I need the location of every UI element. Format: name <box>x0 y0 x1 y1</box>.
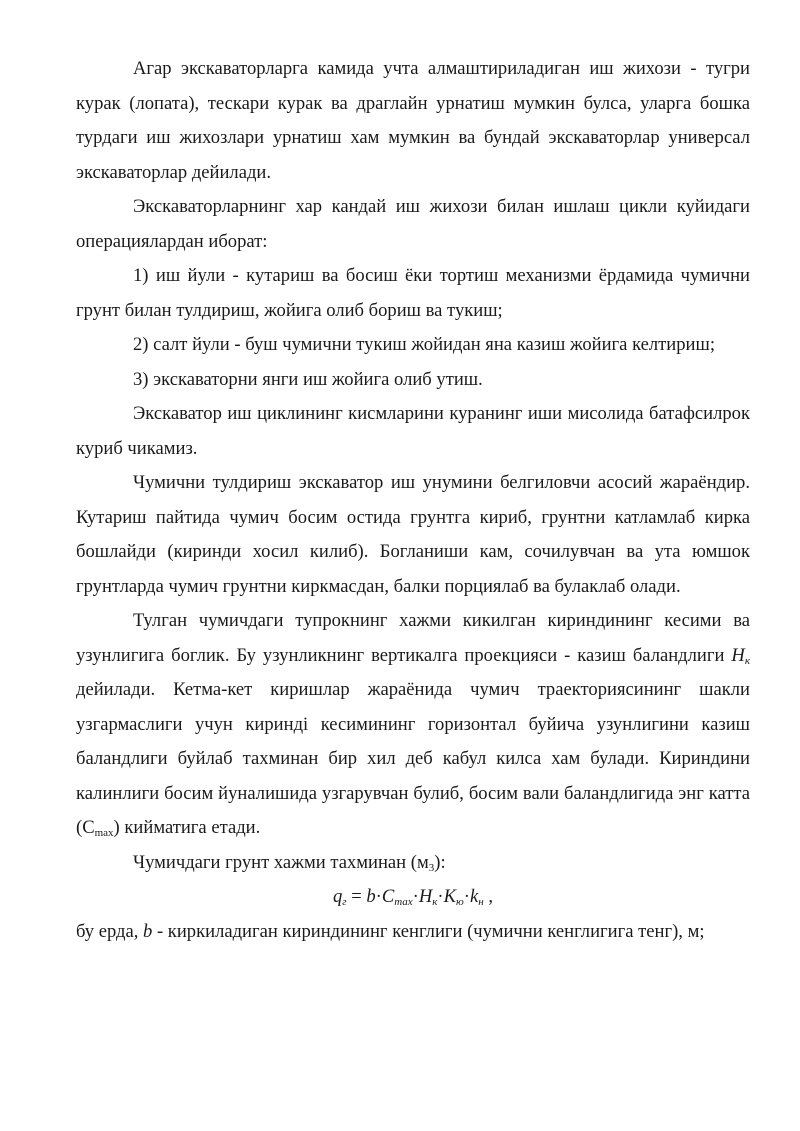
paragraph-shovel-example: Экскаватор иш циклининг кисмларини куранинг иши мисолида батафсилрок куриб чикамиз. <box>76 403 750 459</box>
document-page <box>76 52 750 949</box>
paragraph-where: бу ерда, b - киркиладиган кириндининг кенглиги (чумични кенглигига тенг), м; <box>76 920 705 942</box>
list-item-1: 1) иш йули - кутариш ва босиш ёки тортиш механизми ёрдамида чумични грунт билан тулдириш, жойига олиб бориш ва тукиш; <box>76 265 750 321</box>
paragraph-volume-intro: Чумичдаги грунт хажми тахминан $(м_3)$: <box>133 851 446 874</box>
list-item-3: 3) экскаваторни янги иш жойига олиб утиш. <box>133 368 483 390</box>
paragraph-bucket-filling: Чумични тулдириш экскаватор иш унумини белгиловчи асосий жараёндир. Кутариш пайтида чумич босим остида грунтга кириб, грунтни катламлаб кирка бошлайди (киринди хосил килиб). Богланиши кам, сочилувчан ва ута юмшок грунтларда чумич грунтни киркмасдан, балки порциялаб ва булаклаб олади. <box>76 472 750 597</box>
list-item-2: 2) салт йули - буш чумични тукиш жойидан яна казиш жойига келтириш; <box>133 334 715 355</box>
symbol-h: $H_к$ <box>731 644 750 667</box>
paragraph-work-cycle: Экскаваторларнинг хар кандай иш жихози билан ишлаш цикли куйидаги операциялардан иборат: <box>76 196 750 252</box>
paragraph-universal-excavators: Агар экскаваторларга камида учта алмаштириладиган иш жихози - тугри курак (лопата), тескари курак ва драглайн урнатиш мумкин булса, уларга бошка турдаги иш жихозлари урнатиш хам мумкин ва бундай экскаваторлар универсал экскаваторлар дейилади. <box>76 58 750 183</box>
paragraph-soil-volume: Тулган чумичдаги тупрокнинг хажми кикилган кириндининг кесими ва узунлигига боглик. Бу узунликнинг вертикалга проекцияси - казиш баландлиги $H_к$ дейилади. Кетма-кет киришлар жараёнида чумич траекториясининг шакли узгармаслиги учун кириндi кесимининг горизонтал буйича узунлигини казиш баландлиги буйлаб тахминан бир хил деб кабул килса хам булади. Кириндини калинлиги босим йуналишида узгарувчан булиб, босим вали баландлигида энг катта $(C_{max})$ кийматига етади. <box>76 610 750 839</box>
formula: $q_г = b\cdot C_{max}\cdot H_к\cdot K_ю\cdot k_н$ , <box>332 886 494 908</box>
